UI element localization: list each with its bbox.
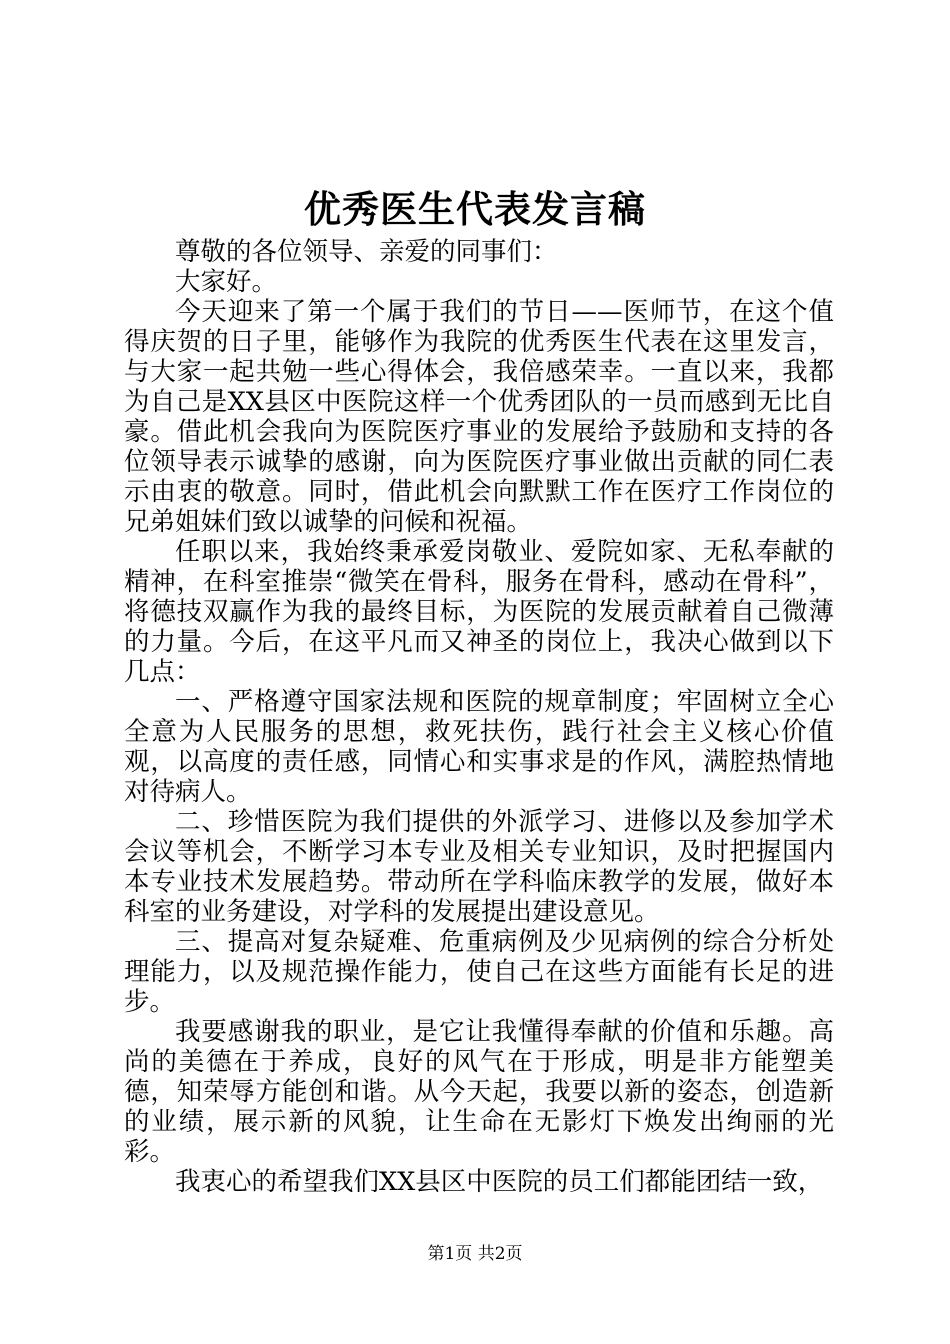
greeting-paragraph: 大家好。	[175, 267, 278, 297]
salutation-paragraph: 尊敬的各位领导、亲爱的同事们：	[175, 237, 558, 267]
body-paragraph: 我衷心的希望我们XX县区中医院的员工们都能团结一致，	[175, 1167, 824, 1197]
body-paragraph: 任职以来，我始终秉承爱岗敬业、爱院如家、无私奉献的精神，在科室推崇“微笑在骨科，服务在骨科，感动在骨科”，将德技双赢作为我的最终目标，为医院的发展贡献着自己微薄的力量。今后，在这平凡而又神圣的岗位上，我决心做到以下几点：	[124, 537, 834, 687]
page-footer: 第1页 共2页	[427, 1244, 523, 1264]
document-body	[124, 237, 834, 1197]
commitment-item: 一、严格遵守国家法规和医院的规章制度；牢固树立全心全意为人民服务的思想，救死扶伤，践行社会主义核心价值观，以高度的责任感，同情心和实事求是的作风，满腔热情地对待病人。	[124, 687, 834, 807]
body-paragraph: 我要感谢我的职业，是它让我懂得奉献的价值和乐趣。高尚的美德在于养成，良好的风气在于形成，明是非方能塑美德，知荣辱方能创和谐。从今天起，我要以新的姿态，创造新的业绩，展示新的风貌，让生命在无影灯下焕发出绚丽的光彩。	[124, 1017, 834, 1167]
commitment-item: 二、珍惜医院为我们提供的外派学习、进修以及参加学术会议等机会，不断学习本专业及相关专业知识，及时把握国内本专业技术发展趋势。带动所在学科临床教学的发展，做好本科室的业务建设，对学科的发展提出建设意见。	[124, 807, 834, 927]
document-title: 优秀医生代表发言稿	[304, 187, 646, 231]
body-paragraph: 今天迎来了第一个属于我们的节日——医师节，在这个值得庆贺的日子里，能够作为我院的优秀医生代表在这里发言，与大家一起共勉一些心得体会，我倍感荣幸。一直以来，我都为自己是XX县区中医院这样一个优秀团队的一员而感到无比自豪。借此机会我向为医院医疗事业的发展给予鼓励和支持的各位领导表示诚挚的感谢，向为医院医疗事业做出贡献的同仁表示由衷的敬意。同时，借此机会向默默工作在医疗工作岗位的兄弟姐妹们致以诚挚的问候和祝福。	[124, 297, 834, 537]
commitment-item: 三、提高对复杂疑难、危重病例及少见病例的综合分析处理能力，以及规范操作能力，使自己在这些方面能有长足的进步。	[124, 927, 834, 1017]
